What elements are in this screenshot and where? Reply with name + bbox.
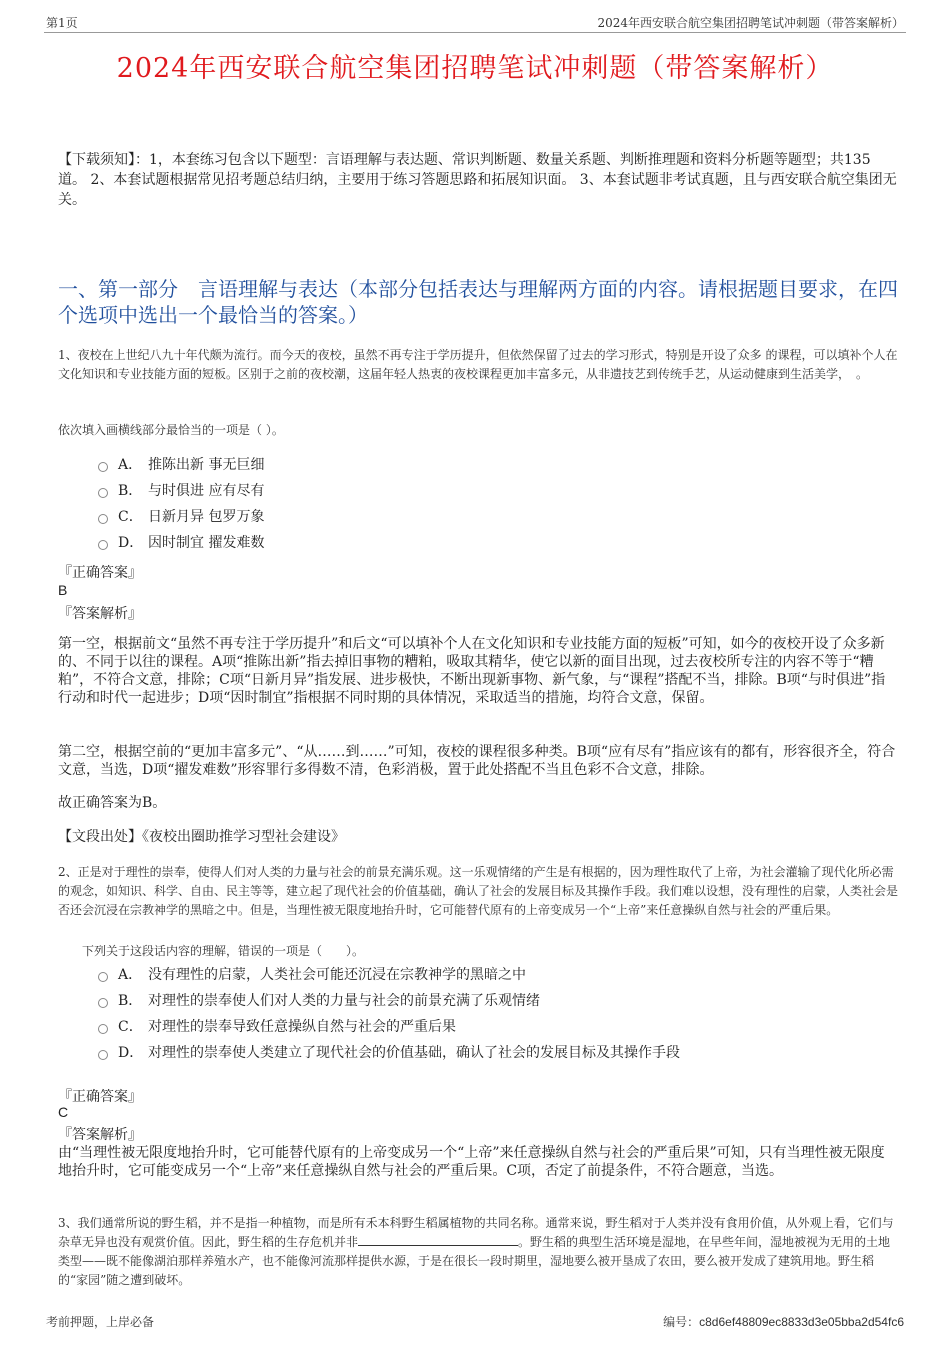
question-1-text: 1、夜校在上世纪八九十年代颇为流行。而今天的夜校，虽然不再专注于学历提升，但依然保留了过去的学习形式，特别是开设了众多 的课程，可以填补个人在文化知识和专业技能方面的短板。区别于之前的夜校潮，这届年轻人热衷的夜校课程更加丰富多元，从非遗技艺到传统手艺，从运动健康到生活美学， 。 — [58, 348, 898, 381]
option-text: 日新月异 包罗万象 — [148, 509, 265, 525]
question-2-option-d[interactable] — [98, 1040, 878, 1066]
question-1-answer: B — [58, 582, 68, 598]
question-2-option-b[interactable] — [98, 988, 878, 1014]
question-2-analysis-label: 『答案解析』 — [58, 1127, 142, 1143]
header-doc-title: 2024年西安联合航空集团招聘笔试冲刺题（带答案解析） — [597, 16, 904, 30]
option-letter: D． — [118, 1045, 144, 1061]
question-1-option-c[interactable] — [98, 504, 878, 530]
radio-icon[interactable] — [98, 1024, 108, 1034]
question-1-source: 【文段出处】《夜校出圈助推学习型社会建设》 — [58, 829, 345, 845]
question-2-prompt: 下列关于这段话内容的理解，错误的一项是（ ）。 — [82, 944, 365, 958]
page-title: 2024年西安联合航空集团招聘笔试冲刺题（带答案解析） — [116, 53, 834, 84]
option-letter: C． — [118, 1019, 143, 1035]
question-1-answer-label: 『正确答案』 — [58, 565, 142, 581]
option-text: 对理性的崇奉使人们对人类的力量与社会的前景充满了乐观情绪 — [148, 993, 540, 1009]
radio-icon[interactable] — [98, 540, 108, 550]
option-letter: B． — [118, 993, 143, 1009]
header-page-label: 第1页 — [46, 16, 78, 30]
question-1-option-b[interactable] — [98, 478, 878, 504]
question-2-option-a[interactable] — [98, 962, 878, 988]
question-2-answer: C — [58, 1104, 69, 1120]
question-1-analysis-p2: 第二空，根据空前的“更加丰富多元”、“从……到……”可知，夜校的课程很多种类。B项“应有尽有”指应该有的都有，形容很齐全，符合文意，当选，D项“擢发难数”形容罪行多得数不清，色彩消极，置于此处搭配不当且色彩不合文意，排除。 — [58, 744, 896, 778]
question-1-options — [98, 452, 878, 556]
header-divider — [44, 32, 906, 33]
question-1-analysis-p3: 故正确答案为B。 — [58, 795, 167, 811]
radio-icon[interactable] — [98, 998, 108, 1008]
footer-code-label: 编号： — [663, 1315, 700, 1329]
question-3-text — [58, 1214, 898, 1290]
option-letter: A． — [118, 967, 143, 983]
option-text: 对理性的崇奉使人类建立了现代社会的价值基础，确认了社会的发展目标及其操作手段 — [148, 1045, 680, 1061]
question-1-prompt: 依次填入画横线部分最恰当的一项是（ ）。 — [58, 423, 284, 437]
footer-slogan: 考前押题，上岸必备 — [46, 1315, 155, 1329]
option-letter: A． — [118, 457, 143, 473]
question-1-option-d[interactable] — [98, 530, 878, 556]
question-3-text-before: 3、我们通常所说的野生稻，并不是指一种植物，而是所有禾本科野生稻属植物的共同名称。通常来说，野生稻对于人类并没有食用价值，从外观上看，它们与杂草无异也没有观赏价值。因此，野生稻的生存危机并非 — [58, 1216, 894, 1249]
question-1-analysis-label: 『答案解析』 — [58, 606, 142, 622]
section-title: 一、第一部分 言语理解与表达（本部分包括表达与理解两方面的内容。请根据题目要求，在四个选项中选出一个最恰当的答案。） — [58, 277, 898, 327]
option-text: 没有理性的启蒙，人类社会可能还沉浸在宗教神学的黑暗之中 — [148, 967, 526, 983]
question-3-text-after: 。野生稻的典型生活环境是湿地，在早些年间，湿地被视为无用的土地类型——既不能像湖泊那样养殖水产，也不能像河流那样提供水源，于是在很长一段时期里，湿地要么被开垦成了农田，要么被开发成了建筑用地。野生稻的“家园”随之遭到破坏。 — [58, 1235, 891, 1287]
option-text: 因时制宜 擢发难数 — [148, 535, 265, 551]
option-letter: B． — [118, 483, 143, 499]
download-notice: 【下载须知】：1，本套练习包含以下题型：言语理解与表达题、常识判断题、数量关系题、判断推理题和资料分析题等题型；共135道。 2、本套试题根据常见招考题总结归纳，主要用于练习答题思路和拓展知识面。 3、本套试题非考试真题，且与西安联合航空集团无关。 — [58, 152, 897, 208]
option-letter: D． — [118, 535, 144, 551]
question-1-option-a[interactable] — [98, 452, 878, 478]
radio-icon[interactable] — [98, 514, 108, 524]
fill-blank — [358, 1233, 518, 1246]
radio-icon[interactable] — [98, 488, 108, 498]
option-text: 与时俱进 应有尽有 — [148, 483, 265, 499]
radio-icon[interactable] — [98, 972, 108, 982]
radio-icon[interactable] — [98, 462, 108, 472]
question-2-options — [98, 962, 878, 1066]
footer-code-value: c8d6ef48809ec8833d3e05bba2d54fc6 — [699, 1315, 904, 1329]
question-2-answer-label: 『正确答案』 — [58, 1089, 142, 1105]
option-text: 推陈出新 事无巨细 — [148, 457, 265, 473]
footer-code — [663, 1313, 904, 1330]
question-2-text: 2、正是对于理性的崇奉，使得人们对人类的力量与社会的前景充满乐观。这一乐观情绪的产生是有根据的，因为理性取代了上帝，为社会灌输了现代化所必需的观念，如知识、科学、自由、民主等等，建立起了现代社会的价值基础，确认了社会的发展目标及其操作手段。我们难以设想，没有理性的启蒙，人类社会是否还会沉浸在宗教神学的黑暗之中。但是，当理性被无限度地抬升时，它可能替代原有的上帝变成另一个“上帝”来任意操纵自然与社会的严重后果。 — [58, 865, 899, 917]
option-letter: C． — [118, 509, 143, 525]
question-2-analysis: 由“当理性被无限度地抬升时，它可能替代原有的上帝变成另一个“上帝”来任意操纵自然与社会的严重后果”可知，只有当理性被无限度地抬升时，它可能变成另一个“上帝”来任意操纵自然与社会的严重后果。C项，否定了前提条件，不符合题意，当选。 — [58, 1145, 885, 1179]
radio-icon[interactable] — [98, 1050, 108, 1060]
option-text: 对理性的崇奉导致任意操纵自然与社会的严重后果 — [148, 1019, 456, 1035]
question-2-option-c[interactable] — [98, 1014, 878, 1040]
question-1-analysis-p1: 第一空，根据前文“虽然不再专注于学历提升”和后文“可以填补个人在文化知识和专业技能方面的短板”可知，如今的夜校开设了众多新的、不同于以往的课程。A项“推陈出新”指去掉旧事物的糟粕，吸取其精华，使它以新的面目出现，过去夜校所专注的内容不等于“糟粕”，不符合文意，排除；C项“日新月异”指发展、进步极快，不断出现新事物、新气象，与“课程”搭配不当，排除。B项“与时俱进”指行动和时代一起进步；D项“因时制宜”指根据不同时期的具体情况，采取适当的措施，均符合文意，保留。 — [58, 636, 886, 706]
